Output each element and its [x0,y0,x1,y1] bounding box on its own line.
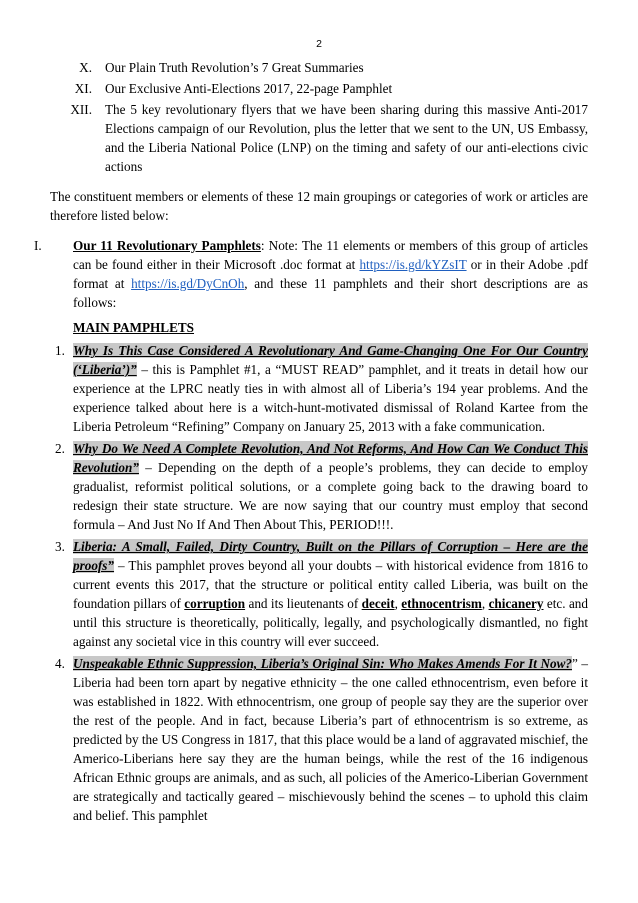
keyword-chicanery: chicanery [488,596,544,611]
pamphlet-text [73,341,588,436]
pamphlet-item-3 [50,537,588,651]
pamphlet-title: Unspeakable Ethnic Suppression, Liberia’s Original Sin: Who Makes Amends For It Now? [73,656,572,671]
keyword-separator: , [394,596,402,611]
section-text-c: , and these 11 pamphlets and their short descriptions are as follows: [73,276,589,310]
main-pamphlets-heading: MAIN PAMPHLETS [73,320,195,335]
pamphlet-item-1 [50,341,588,436]
link-pdf-format[interactable]: https://is.gd/DyCnOh [131,276,245,291]
pamphlet-text [73,654,588,825]
pamphlet-title: Why Do We Need A Complete Revolution, And Not Reforms, And How Can We Conduct This Revolution” [73,441,588,475]
pamphlet-num: 4. [55,656,65,671]
keyword-deceit: deceit [361,596,395,611]
page-number: 2 [316,38,322,50]
pamphlet-item-4 [50,654,588,825]
pamphlet-num: 2. [55,441,65,456]
roman-num: XII. [70,102,92,117]
roman-num: XI. [74,81,92,96]
pamphlet-body: – Depending on the depth of a people’s problems, they can decide to employ gradualist, reformist political solutions, or a complete going back to the drawing board to redesign their state structure. We are now saying that our country must employ that second formula – And Just No If And Then About This, PERIOD!!!. [73,460,588,532]
roman-item-x [50,58,588,77]
pamphlet-body-b: and its lieutenants of [245,596,362,611]
pamphlet-body-a: – This pamphlet proves beyond all your doubts – with historical evidence from 1816 to current events this 2017, that the structure or political entity called Liberia, was built on the foundation pillars of [73,558,588,611]
section-text-b: or in their Adobe .pdf format at [73,257,588,291]
pamphlet-text [73,537,588,651]
section-i [34,236,589,828]
roman-list [50,58,588,176]
roman-item-xi [50,79,588,98]
roman-text: Our Plain Truth Revolution’s 7 Great Summaries [105,60,364,75]
pamphlet-text [73,439,588,534]
roman-text: The 5 key revolutionary flyers that we have been sharing during this massive Anti-2017 Elections campaign of our Revolution, plus the letter that we sent to the UN, US Embassy, and the Liberia National Police (LNP) on the timing and safety of our anti-elections civic actions [105,102,588,174]
pamphlet-item-2 [50,439,588,534]
pamphlet-body: – this is Pamphlet #1, a “MUST READ” pamphlet, and it treats in detail how our experience at the LPRC neatly ties in with almost all of Liberia’s 194 year problems. And the experience talked about here is a witch-hunt-motivated dismissal of Roland Kartee from the Liberia Petroleum “Refining” Company on January 25, 2013 with a fake communication. [73,362,588,434]
pamphlet-body-c: etc. and until this structure is theoretically, politically, legally, and psychologically dismantled, no fight against any societal vice in this country will ever succeed. [73,596,588,649]
section-num: I. [34,238,42,253]
keyword-separator: , [481,596,489,611]
roman-item-xii [50,100,588,176]
pamphlet-body: ” – Liberia had been torn apart by negative ethnicity – the one called ethnocentrism, even before it was established in 1822. With ethnocentrism, one group of people say they are the superior over the rest of the people. And in fact, because Liberia’s part of ethnocentrism is so extreme, as predicted by the US Congress in 1817, that this place would be a land of aggravated mischief, the Americo-Liberians here say they are the human beings, while the rest of the 16 indigenous African Ethnic groups are animals, and as such, all policies of the Americo-Liberian Government are strategically and tactically geared – mischievously behind the scenes – to uphold this claim and belief. This pamphlet [73,656,588,823]
pamphlet-title: Why Is This Case Considered A Revolutionary And Game-Changing One For Our Country (‘Liberia’)” [73,343,588,377]
keyword-ethnocentrism: ethnocentrism [401,596,482,611]
pamphlet-title: Liberia: A Small, Failed, Dirty Country, Built on the Pillars of Corruption – Here are the proofs” [73,539,588,573]
pamphlet-num: 1. [55,343,65,358]
pamphlet-num: 3. [55,539,65,554]
section-text-a: : Note: The 11 elements or members of this group of articles can be found either in their Microsoft .doc format at [73,238,588,272]
link-doc-format[interactable]: https://is.gd/kYZsIT [359,257,467,272]
roman-num: X. [79,60,92,75]
section-text [73,236,588,312]
intro-paragraph: The constituent members or elements of these 12 main groupings or categories of work or articles are therefore listed below: [50,189,588,223]
section-heading [34,236,589,312]
roman-text: Our Exclusive Anti-Elections 2017, 22-page Pamphlet [105,81,393,96]
keyword-corruption: corruption [184,596,246,611]
section-title: Our 11 Revolutionary Pamphlets [73,238,261,253]
